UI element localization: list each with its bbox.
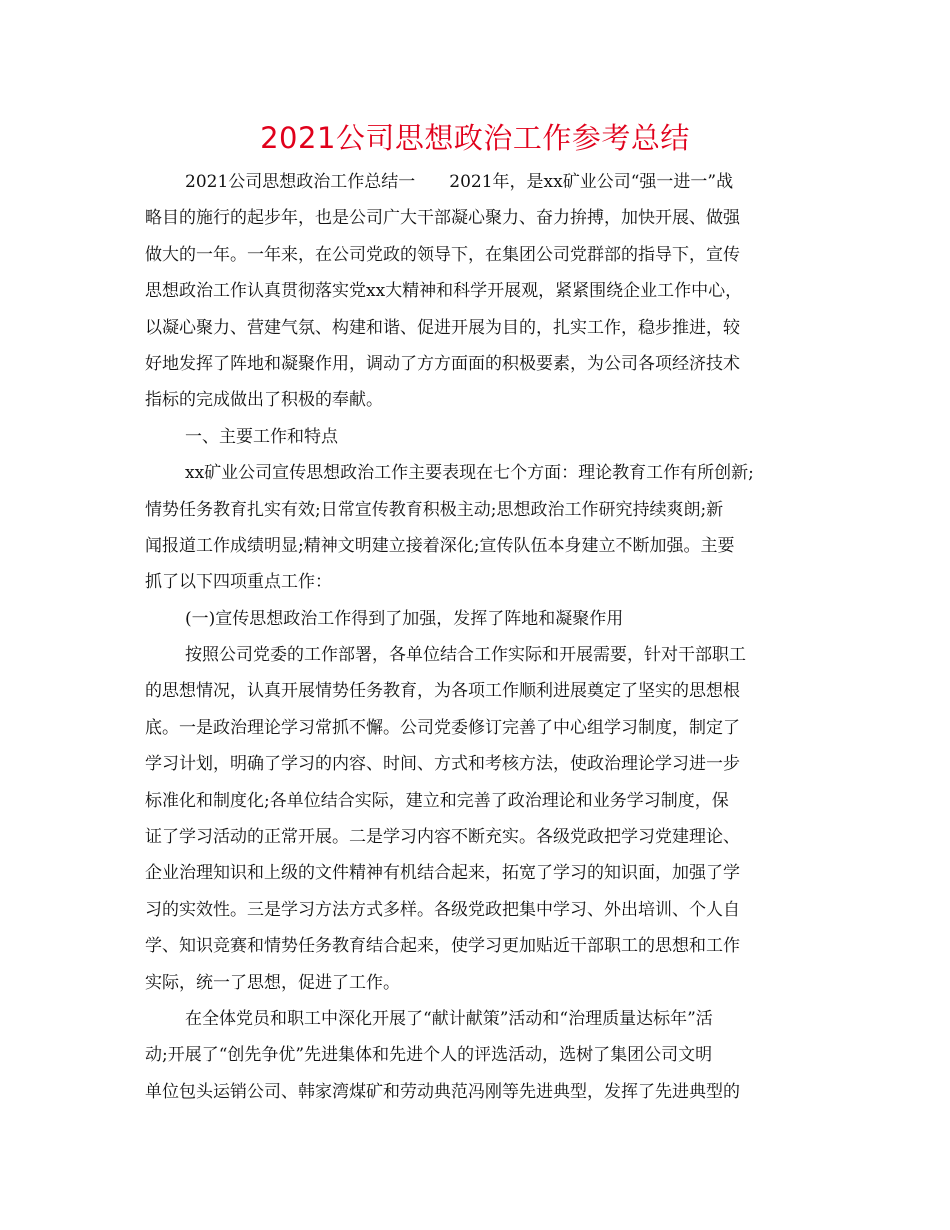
paragraph-line: 做大的一年。一年来，在公司党政的领导下，在集团公司党群部的指导下，宣传 [145,244,740,265]
paragraph-text: 2021年，是xx矿业公司“强一进一”战 [449,172,734,192]
paragraph-line: 在全体党员和职工中深化开展了“献计献策”活动和“治理质量达标年”活 [185,1008,713,1029]
section-heading: 一、主要工作和特点 [185,426,338,447]
section-heading-inline: 2021公司思想政治工作总结一 [185,172,416,192]
paragraph-line: 闻报道工作成绩明显;精神文明建立接着深化;宣传队伍本身建立不断加强。主要 [145,535,735,556]
paragraph-line: 动;开展了“创先争优”先进集体和先进个人的评选活动，选树了集团公司文明 [145,1045,713,1066]
paragraph-line: 学、知识竞赛和情势任务教育结合起来，使学习更加贴近干部职工的思想和工作 [145,936,740,957]
paragraph-line: 实际，统一了思想，促进了工作。 [145,972,400,993]
paragraph-line: 习的实效性。三是学习方法方式多样。各级党政把集中学习、外出培训、个人自 [145,899,740,920]
paragraph-line: 证了学习活动的正常开展。二是学习内容不断充实。各级党政把学习党建理论、 [145,827,740,848]
paragraph-line: 按照公司党委的工作部署，各单位结合工作实际和开展需要，针对干部职工 [185,645,746,666]
paragraph-line [145,164,805,200]
paragraph-line: 情势任务教育扎实有效;日常宣传教育积极主动;思想政治工作研究持续爽朗;新 [145,499,724,520]
document-body [145,164,805,1110]
paragraph-line: 企业治理知识和上级的文件精神有机结合起来，拓宽了学习的知识面，加强了学 [145,863,740,884]
paragraph-line: 略目的施行的起步年，也是公司广大干部凝心聚力、奋力拚搏，加快开展、做强 [145,208,740,229]
paragraph-line: 好地发挥了阵地和凝聚作用，调动了方方面面的积极要素，为公司各项经济技术 [145,353,740,374]
subsection-heading: (一)宣传思想政治工作得到了加强，发挥了阵地和凝聚作用 [185,608,624,629]
document-title: 2021公司思想政治工作参考总结 [260,121,690,155]
paragraph-line: 标准化和制度化;各单位结合实际，建立和完善了政治理论和业务学习制度，保 [145,790,729,811]
paragraph-line: 的思想情况，认真开展情势任务教育，为各项工作顺利进展奠定了坚实的思想根 [145,681,740,702]
paragraph-line: 抓了以下四项重点工作： [145,572,332,593]
paragraph-line: 单位包头运销公司、韩家湾煤矿和劳动典范冯刚等先进典型，发挥了先进典型的 [145,1081,740,1102]
paragraph-line: 底。一是政治理论学习常抓不懈。公司党委修订完善了中心组学习制度，制定了 [145,717,740,738]
paragraph-line: 思想政治工作认真贯彻落实党xx大精神和科学开展观，紧紧围绕企业工作中心， [145,281,743,302]
paragraph-line: 指标的完成做出了积极的奉献。 [145,390,383,411]
paragraph-line: 学习计划，明确了学习的内容、时间、方式和考核方法，使政治理论学习进一步 [145,754,740,775]
paragraph-line: 以凝心聚力、营建气氛、构建和谐、促进开展为目的，扎实工作，稳步推进，较 [145,317,740,338]
paragraph-line: xx矿业公司宣传思想政治工作主要表现在七个方面：理论教育工作有所创新; [185,463,754,484]
